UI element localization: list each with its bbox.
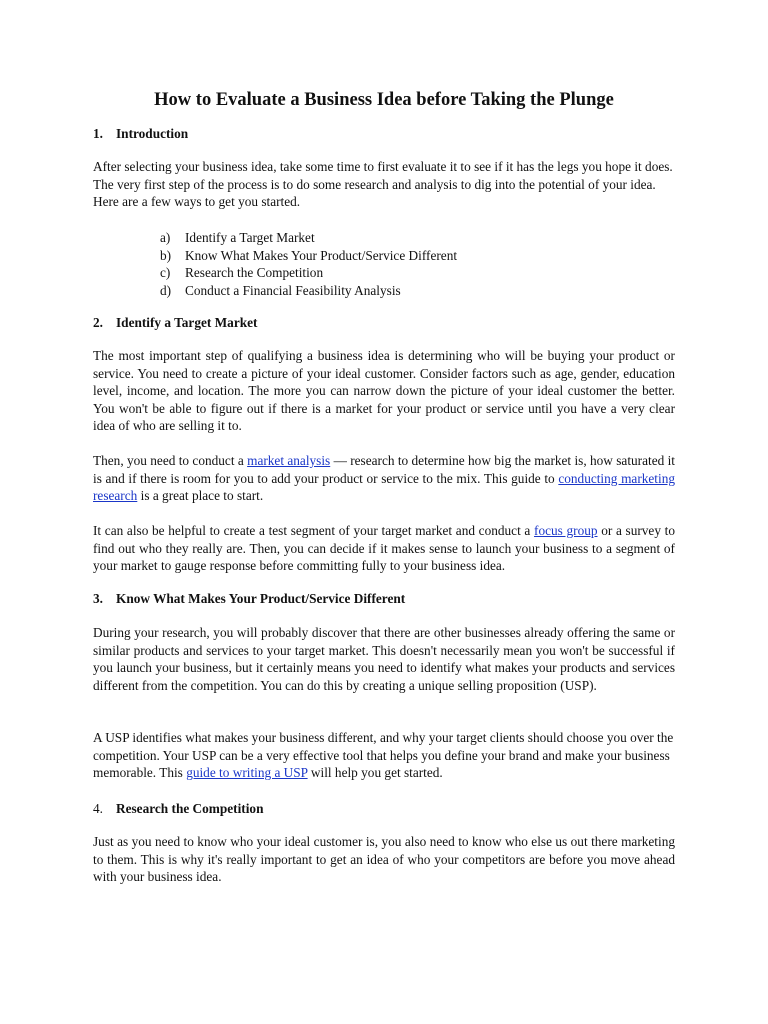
section-4-title: Research the Competition bbox=[116, 801, 264, 816]
list-item: d) Conduct a Financial Feasibility Analysis bbox=[160, 282, 401, 298]
section-2-heading bbox=[93, 314, 257, 332]
section-2-number: 2. bbox=[93, 315, 103, 330]
section-2-title: Identify a Target Market bbox=[116, 315, 258, 330]
section-1-intro: After selecting your business idea, take some time to first evaluate it to see if it has the legs you hope it does. The very first step of the process is to do some research and analysis to dig into the potential of your idea. Here are a few ways to get you started. bbox=[93, 159, 673, 210]
section-4-paragraph-1: Just as you need to know who your ideal customer is, you also need to know who else us out there marketing to them. This is why it's really important to get an idea of who your competitors are before you move ahead with your business idea. bbox=[93, 834, 675, 885]
section-3-number: 3. bbox=[93, 591, 103, 606]
guide-to-writing-a-usp-link[interactable]: guide to writing a USP bbox=[186, 765, 308, 781]
list-item: a) Identify a Target Market bbox=[160, 230, 315, 245]
section-3-heading bbox=[93, 590, 405, 608]
focus-group-link[interactable]: focus group bbox=[534, 523, 598, 538]
section-1-number: 1. bbox=[93, 126, 103, 141]
section-1-title: Introduction bbox=[116, 126, 189, 141]
list-item: c) Research the Competition bbox=[160, 265, 324, 281]
section-2-paragraph-2: Then, you need to conduct a market analysis — research to determine how big the market is, how saturated it is and if there is room for you to add your product or service to the mix. This guide to conducting marketing research is a great place to start. bbox=[93, 453, 675, 504]
section-2-paragraph-1: The most important step of qualifying a business idea is determining who will be buying your product or service. You need to create a picture of your ideal customer. Consider factors such as age, gender, education level, income, and location. The more you can narrow down the picture of your ideal customer the better. You won't be able to figure out if there is a market for your product or service until you have a very clear idea of who are selling it to. bbox=[93, 348, 675, 434]
list-item: b) Know What Makes Your Product/Service Different bbox=[160, 247, 458, 263]
market-analysis-link[interactable]: market analysis bbox=[247, 453, 331, 468]
section-2-paragraph-3: It can also be helpful to create a test segment of your target market and conduct a focus group or a survey to find out who they really are. Then, you can decide if it makes sense to launch your business to a segment of your market to gauge response before committing fully to your business idea. bbox=[93, 523, 675, 574]
section-1-heading bbox=[93, 125, 188, 143]
section-3-title: Know What Makes Your Product/Service Different bbox=[116, 591, 406, 606]
section-4-number: 4. bbox=[93, 801, 103, 816]
section-3-paragraph-1: During your research, you will probably discover that there are other businesses already offering the same or similar products and services to your target market. This doesn't necessarily mean you won't be successful if you launch your business, but it certainly means you need to identify what makes your products and services different from the competition. You can do this by creating a unique selling proposition (USP). bbox=[93, 625, 675, 693]
section-3-paragraph-2: A USP identifies what makes your business different, and why your target clients should choose you over the competition. Your USP can be a very effective tool that helps you define your brand and make your business memorable. This guide to writing a USP will help you get started. bbox=[93, 730, 674, 781]
conducting-marketing-research-link[interactable]: conducting marketing research bbox=[93, 470, 675, 504]
section-4-heading bbox=[93, 800, 263, 818]
document-title: How to Evaluate a Business Idea before Taking the Plunge bbox=[154, 90, 614, 110]
intro-list bbox=[160, 229, 457, 299]
